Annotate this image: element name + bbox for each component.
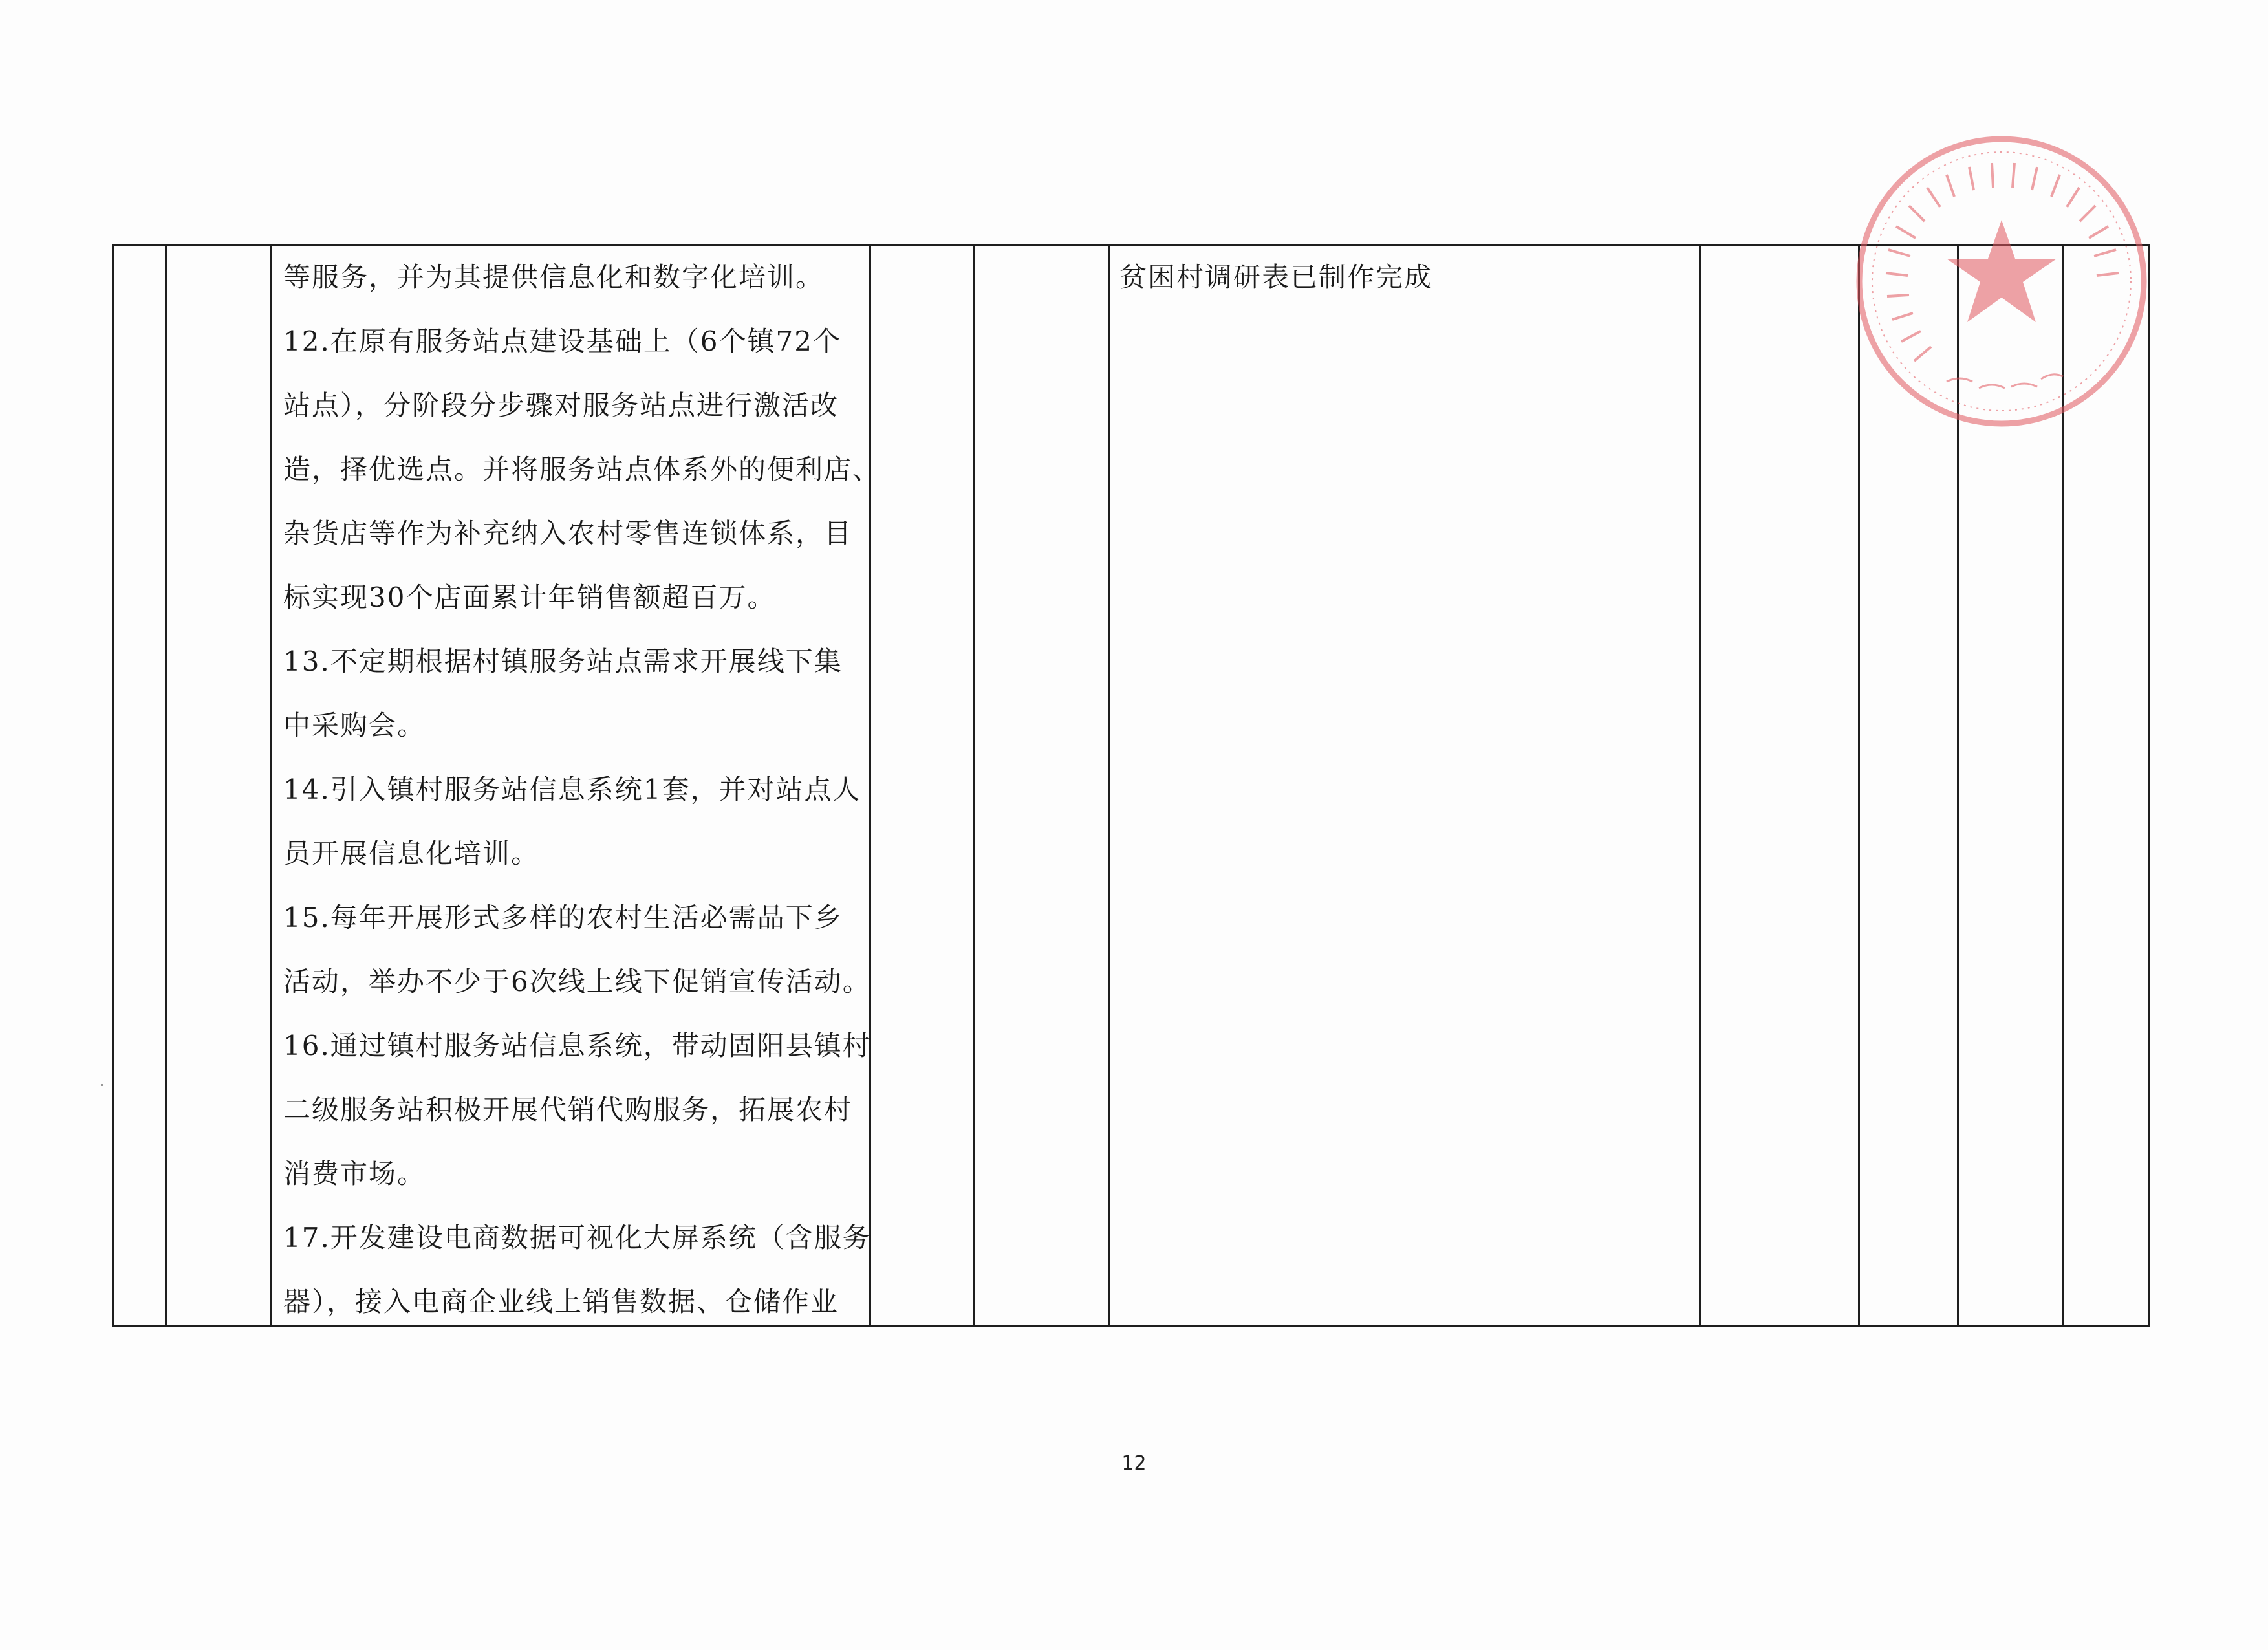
task-line: 杂货店等作为补充纳入农村零售连锁体系，目 — [283, 517, 853, 549]
task-line: 造，择优选点。并将服务站点体系外的便利店、 — [283, 453, 881, 485]
task-line: 13.不定期根据村镇服务站点需求开展线下集 — [283, 646, 843, 677]
content-table — [112, 244, 2150, 1327]
task-line: 器），接入电商企业线上销售数据、仓储作业 — [283, 1286, 839, 1318]
task-line: 员开展信息化培训。 — [283, 838, 540, 869]
task-line: 站点），分阶段分步骤对服务站点进行激活改 — [283, 389, 839, 421]
table-col-divider — [869, 246, 871, 1325]
task-line: 16.通过镇村服务站信息系统，带动固阳县镇村 — [283, 1030, 871, 1061]
task-line: 14.引入镇村服务站信息系统1套，并对站点人 — [283, 774, 861, 805]
page-number: 12 — [1121, 1452, 1147, 1475]
task-line: 标实现30个店面累计年销售额超百万。 — [283, 581, 776, 613]
task-line: 消费市场。 — [283, 1158, 426, 1189]
table-col-divider — [1699, 246, 1701, 1325]
progress-cell: 贫困村调研表已制作完成 — [1119, 261, 1433, 293]
task-line: 15.每年开展形式多样的农村生活必需品下乡 — [283, 902, 843, 933]
table-col-divider — [973, 246, 975, 1325]
official-seal — [1850, 129, 2154, 433]
task-line: 等服务，并为其提供信息化和数字化培训。 — [283, 261, 825, 293]
table-col-divider — [165, 246, 167, 1325]
task-description-cell — [283, 245, 881, 1334]
task-line: 二级服务站积极开展代销代购服务，拓展农村 — [283, 1094, 853, 1125]
task-line: 12.在原有服务站点建设基础上（6个镇72个 — [283, 325, 841, 357]
table-col-divider — [1108, 246, 1110, 1325]
task-line: 17.开发建设电商数据可视化大屏系统（含服务 — [283, 1222, 871, 1254]
scan-speck — [101, 1084, 103, 1086]
table-col-divider — [270, 246, 272, 1325]
task-line: 活动，举办不少于6次线上线下促销宣传活动。 — [283, 966, 871, 997]
task-line: 中采购会。 — [283, 710, 426, 741]
